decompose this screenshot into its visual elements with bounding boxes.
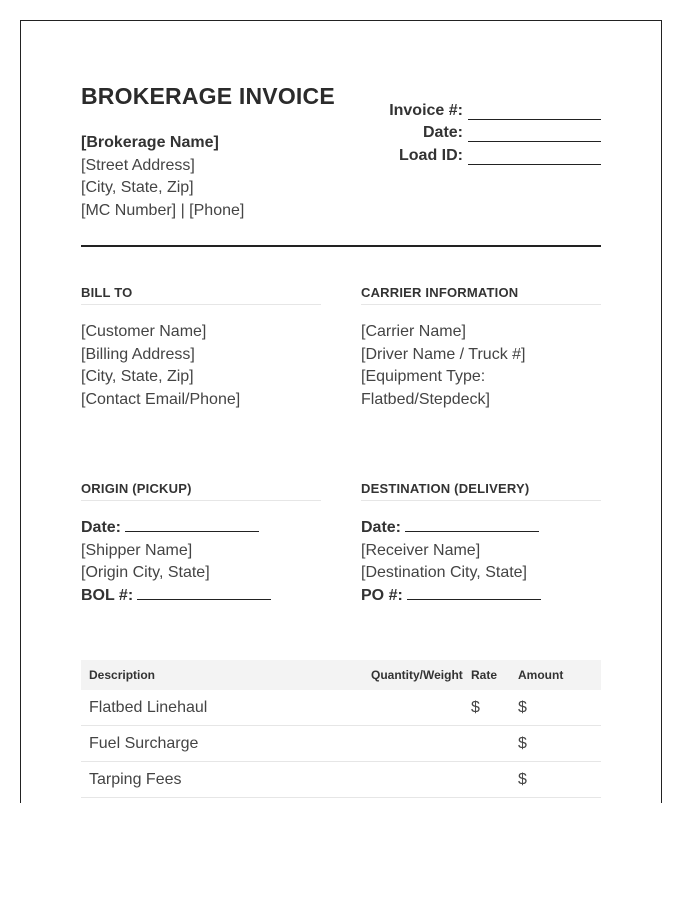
- bill-to-heading: BILL TO: [81, 285, 321, 305]
- bol-row: [81, 585, 321, 608]
- carrier-line: [Equipment Type:: [361, 368, 486, 385]
- invoice-page: [20, 20, 662, 803]
- po-line: [407, 585, 541, 600]
- destination-city: [Destination City, State]: [361, 564, 527, 581]
- table-row: [81, 690, 601, 726]
- invoice-meta: [301, 97, 601, 165]
- origin-heading: ORIGIN (PICKUP): [81, 481, 321, 501]
- origin-section: [81, 481, 321, 607]
- header-divider: [81, 245, 601, 247]
- origin-body: [81, 517, 321, 607]
- table-header: [81, 660, 601, 690]
- invoice-title: BROKERAGE INVOICE: [81, 83, 335, 109]
- invoice-number-label: Invoice #:: [389, 101, 463, 119]
- invoice-date-row: [301, 120, 601, 143]
- destination-date-line: [405, 517, 539, 532]
- brokerage-name: [Brokerage Name]: [81, 134, 219, 151]
- carrier-line: Flatbed/Stepdeck]: [361, 390, 490, 408]
- po-row: [361, 585, 601, 608]
- load-id-line: [468, 149, 601, 165]
- row-description: Fuel Surcharge: [89, 734, 199, 752]
- header-quantity: Quantity/Weight: [371, 668, 463, 682]
- row-description: Tarping Fees: [89, 770, 182, 788]
- bill-to-line: [Contact Email/Phone]: [81, 390, 241, 408]
- origin-date-line: [125, 517, 259, 532]
- carrier-line: [Carrier Name]: [361, 323, 466, 340]
- row-amount: $: [518, 734, 527, 752]
- bol-label: BOL #:: [81, 586, 134, 604]
- load-id-label: Load ID:: [399, 146, 463, 164]
- table-row: [81, 726, 601, 762]
- destination-date-row: [361, 517, 601, 540]
- carrier-line: [Driver Name / Truck #]: [361, 345, 526, 363]
- brokerage-street: [Street Address]: [81, 156, 195, 174]
- origin-city: [Origin City, State]: [81, 564, 210, 581]
- load-id-row: [301, 142, 601, 165]
- bill-to-line: [Billing Address]: [81, 345, 195, 363]
- invoice-date-line: [468, 126, 601, 142]
- header-rate: Rate: [471, 668, 498, 682]
- bill-to-line: [Customer Name]: [81, 323, 207, 340]
- carrier-section: [361, 285, 601, 411]
- row-rate: $: [471, 698, 480, 716]
- destination-body: [361, 517, 601, 607]
- origin-date-row: [81, 517, 321, 540]
- shipper-name: [Shipper Name]: [81, 541, 193, 559]
- row-description: Flatbed Linehaul: [89, 698, 208, 716]
- header-description: Description: [89, 668, 156, 682]
- brokerage-city: [City, State, Zip]: [81, 179, 194, 196]
- carrier-body: [361, 321, 601, 411]
- destination-date-label: Date:: [361, 519, 402, 536]
- invoice-number-row: [301, 97, 601, 120]
- row-amount: $: [518, 770, 527, 788]
- charges-table: [81, 660, 601, 798]
- brokerage-address: [81, 132, 244, 222]
- header-amount: Amount: [518, 668, 564, 682]
- po-label: PO #:: [361, 586, 403, 604]
- bill-to-line: [City, State, Zip]: [81, 368, 194, 385]
- table-row: [81, 762, 601, 798]
- invoice-date-label: Date:: [422, 124, 463, 141]
- bill-to-body: [81, 321, 321, 411]
- receiver-name: [Receiver Name]: [361, 541, 481, 559]
- destination-section: [361, 481, 601, 607]
- bol-line: [137, 585, 271, 600]
- destination-heading: DESTINATION (DELIVERY): [361, 481, 601, 501]
- origin-date-label: Date:: [81, 519, 122, 536]
- row-amount: $: [518, 698, 527, 716]
- brokerage-mc-phone: [MC Number] | [Phone]: [81, 201, 245, 219]
- carrier-heading: CARRIER INFORMATION: [361, 285, 601, 305]
- bill-to-section: [81, 285, 321, 411]
- invoice-number-line: [468, 104, 601, 120]
